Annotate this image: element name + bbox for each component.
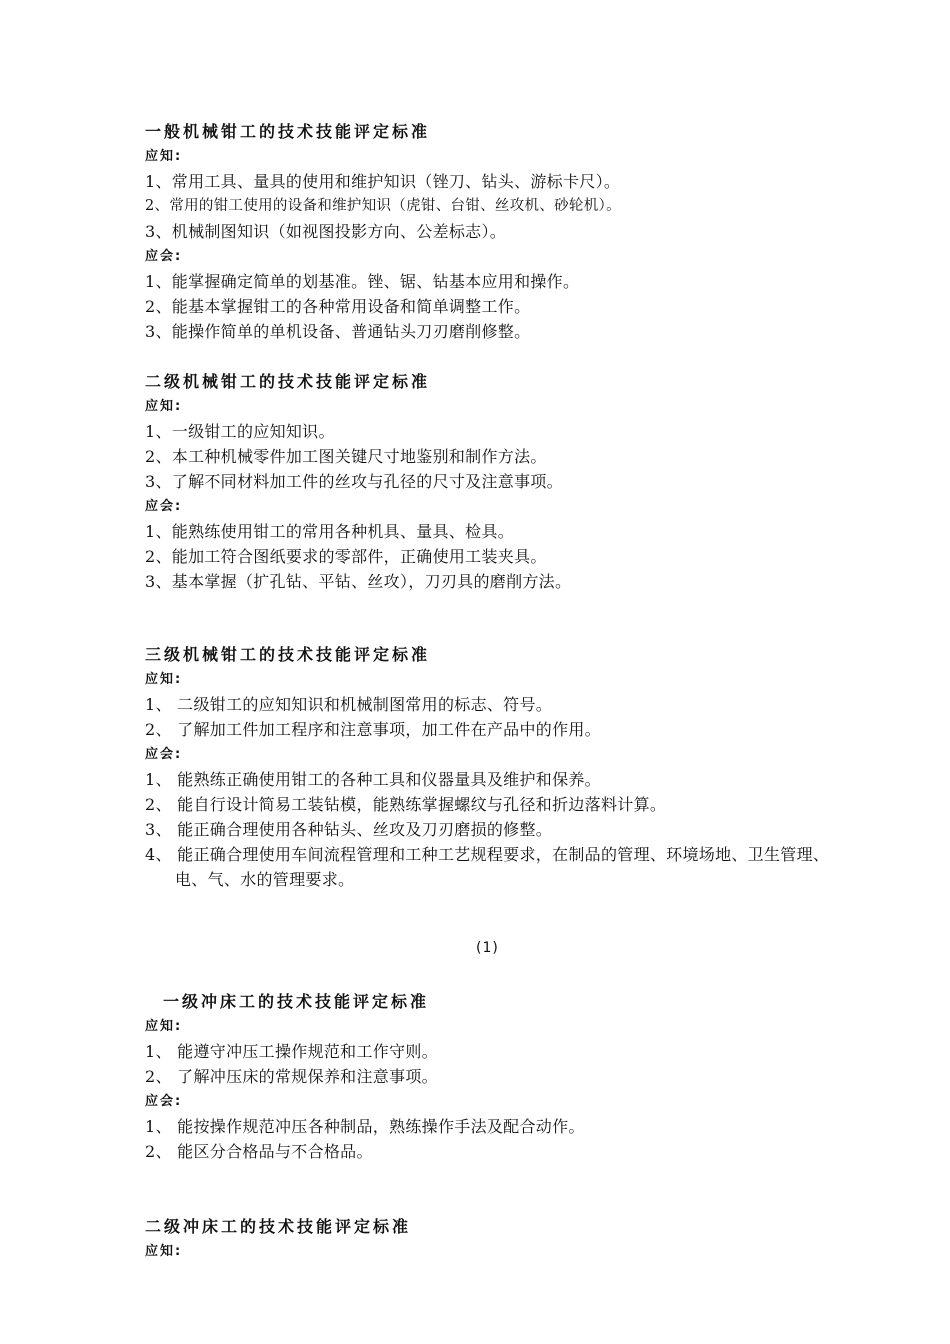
section-heading: 一级冲床工的技术技能评定标准 bbox=[163, 992, 430, 1011]
can-item: 1、 能按操作规范冲压各种制品，熟练操作手法及配合动作。 bbox=[145, 1117, 585, 1136]
can-item: 3、基本掌握（扩孔钻、平钻、丝攻），刀刃具的磨削方法。 bbox=[145, 572, 572, 591]
know-label: 应知: bbox=[145, 399, 183, 414]
know-item: 2、常用的钳工使用的设备和维护知识（虎钳、台钳、丝攻机、砂轮机）。 bbox=[145, 198, 621, 214]
know-item: 2、 了解冲压床的常规保养和注意事项。 bbox=[145, 1067, 438, 1086]
section-fitter-level-3 bbox=[145, 643, 830, 892]
section-fitter-level-2 bbox=[145, 370, 825, 594]
know-label: 应知: bbox=[145, 672, 183, 687]
know-item: 1、一级钳工的应知知识。 bbox=[145, 422, 335, 441]
can-label: 应会: bbox=[145, 747, 183, 762]
section-heading: 二级冲床工的技术技能评定标准 bbox=[145, 1217, 412, 1236]
can-item: 3、 能正确合理使用各种钻头、丝攻及刀刃磨损的修整。 bbox=[145, 820, 553, 839]
know-item: 2、本工种机械零件加工图关键尺寸地鉴别和制作方法。 bbox=[145, 447, 547, 466]
can-item: 2、能加工符合图纸要求的零部件，正确使用工装夹具。 bbox=[145, 547, 547, 566]
can-item: 4、 能正确合理使用车间流程管理和工种工艺规程要求，在制品的管理、环境场地、卫生管理、电、气、水的管理要求。 bbox=[145, 845, 830, 889]
know-label: 应知: bbox=[145, 149, 183, 164]
can-item: 2、 能自行设计简易工装钻模，能熟练掌握螺纹与孔径和折边落料计算。 bbox=[145, 795, 667, 814]
section-heading: 三级机械钳工的技术技能评定标准 bbox=[145, 645, 431, 664]
can-label: 应会: bbox=[145, 499, 183, 514]
know-item: 1、常用工具、量具的使用和维护知识（锉刀、钻头、游标卡尺）。 bbox=[145, 172, 621, 191]
can-item: 1、能熟练使用钳工的常用各种机具、量具、检具。 bbox=[145, 522, 515, 541]
section-punch-level-1 bbox=[145, 990, 825, 1164]
know-item: 3、了解不同材料加工件的丝攻与孔径的尺寸及注意事项。 bbox=[145, 472, 563, 491]
know-item: 3、机械制图知识（如视图投影方向、公差标志）。 bbox=[145, 222, 507, 241]
can-label: 应会: bbox=[145, 1094, 183, 1109]
can-item: 2、能基本掌握钳工的各种常用设备和简单调整工作。 bbox=[145, 297, 531, 316]
know-item: 2、 了解加工件加工程序和注意事项，加工件在产品中的作用。 bbox=[145, 720, 601, 739]
can-label: 应会: bbox=[145, 249, 183, 264]
section-heading: 二级机械钳工的技术技能评定标准 bbox=[145, 372, 431, 391]
section-heading: 一般机械钳工的技术技能评定标准 bbox=[145, 122, 431, 141]
section-fitter-level-1 bbox=[145, 120, 825, 344]
know-label: 应知: bbox=[145, 1244, 183, 1259]
can-item: 1、 能熟练正确使用钳工的各种工具和仪器量具及维护和保养。 bbox=[145, 770, 601, 789]
know-item: 1、 能遵守冲压工操作规范和工作守则。 bbox=[145, 1042, 438, 1061]
can-item: 3、能操作简单的单机设备、普通钻头刀刃磨削修整。 bbox=[145, 322, 531, 341]
know-item: 1、 二级钳工的应知知识和机械制图常用的标志、符号。 bbox=[145, 695, 553, 714]
know-label: 应知: bbox=[145, 1019, 183, 1034]
can-item: 1、能掌握确定简单的划基准。锉、锯、钻基本应用和操作。 bbox=[145, 272, 580, 291]
page-number: (1) bbox=[476, 940, 499, 956]
can-item: 2、 能区分合格品与不合格品。 bbox=[145, 1142, 373, 1161]
section-punch-level-2 bbox=[145, 1215, 825, 1264]
